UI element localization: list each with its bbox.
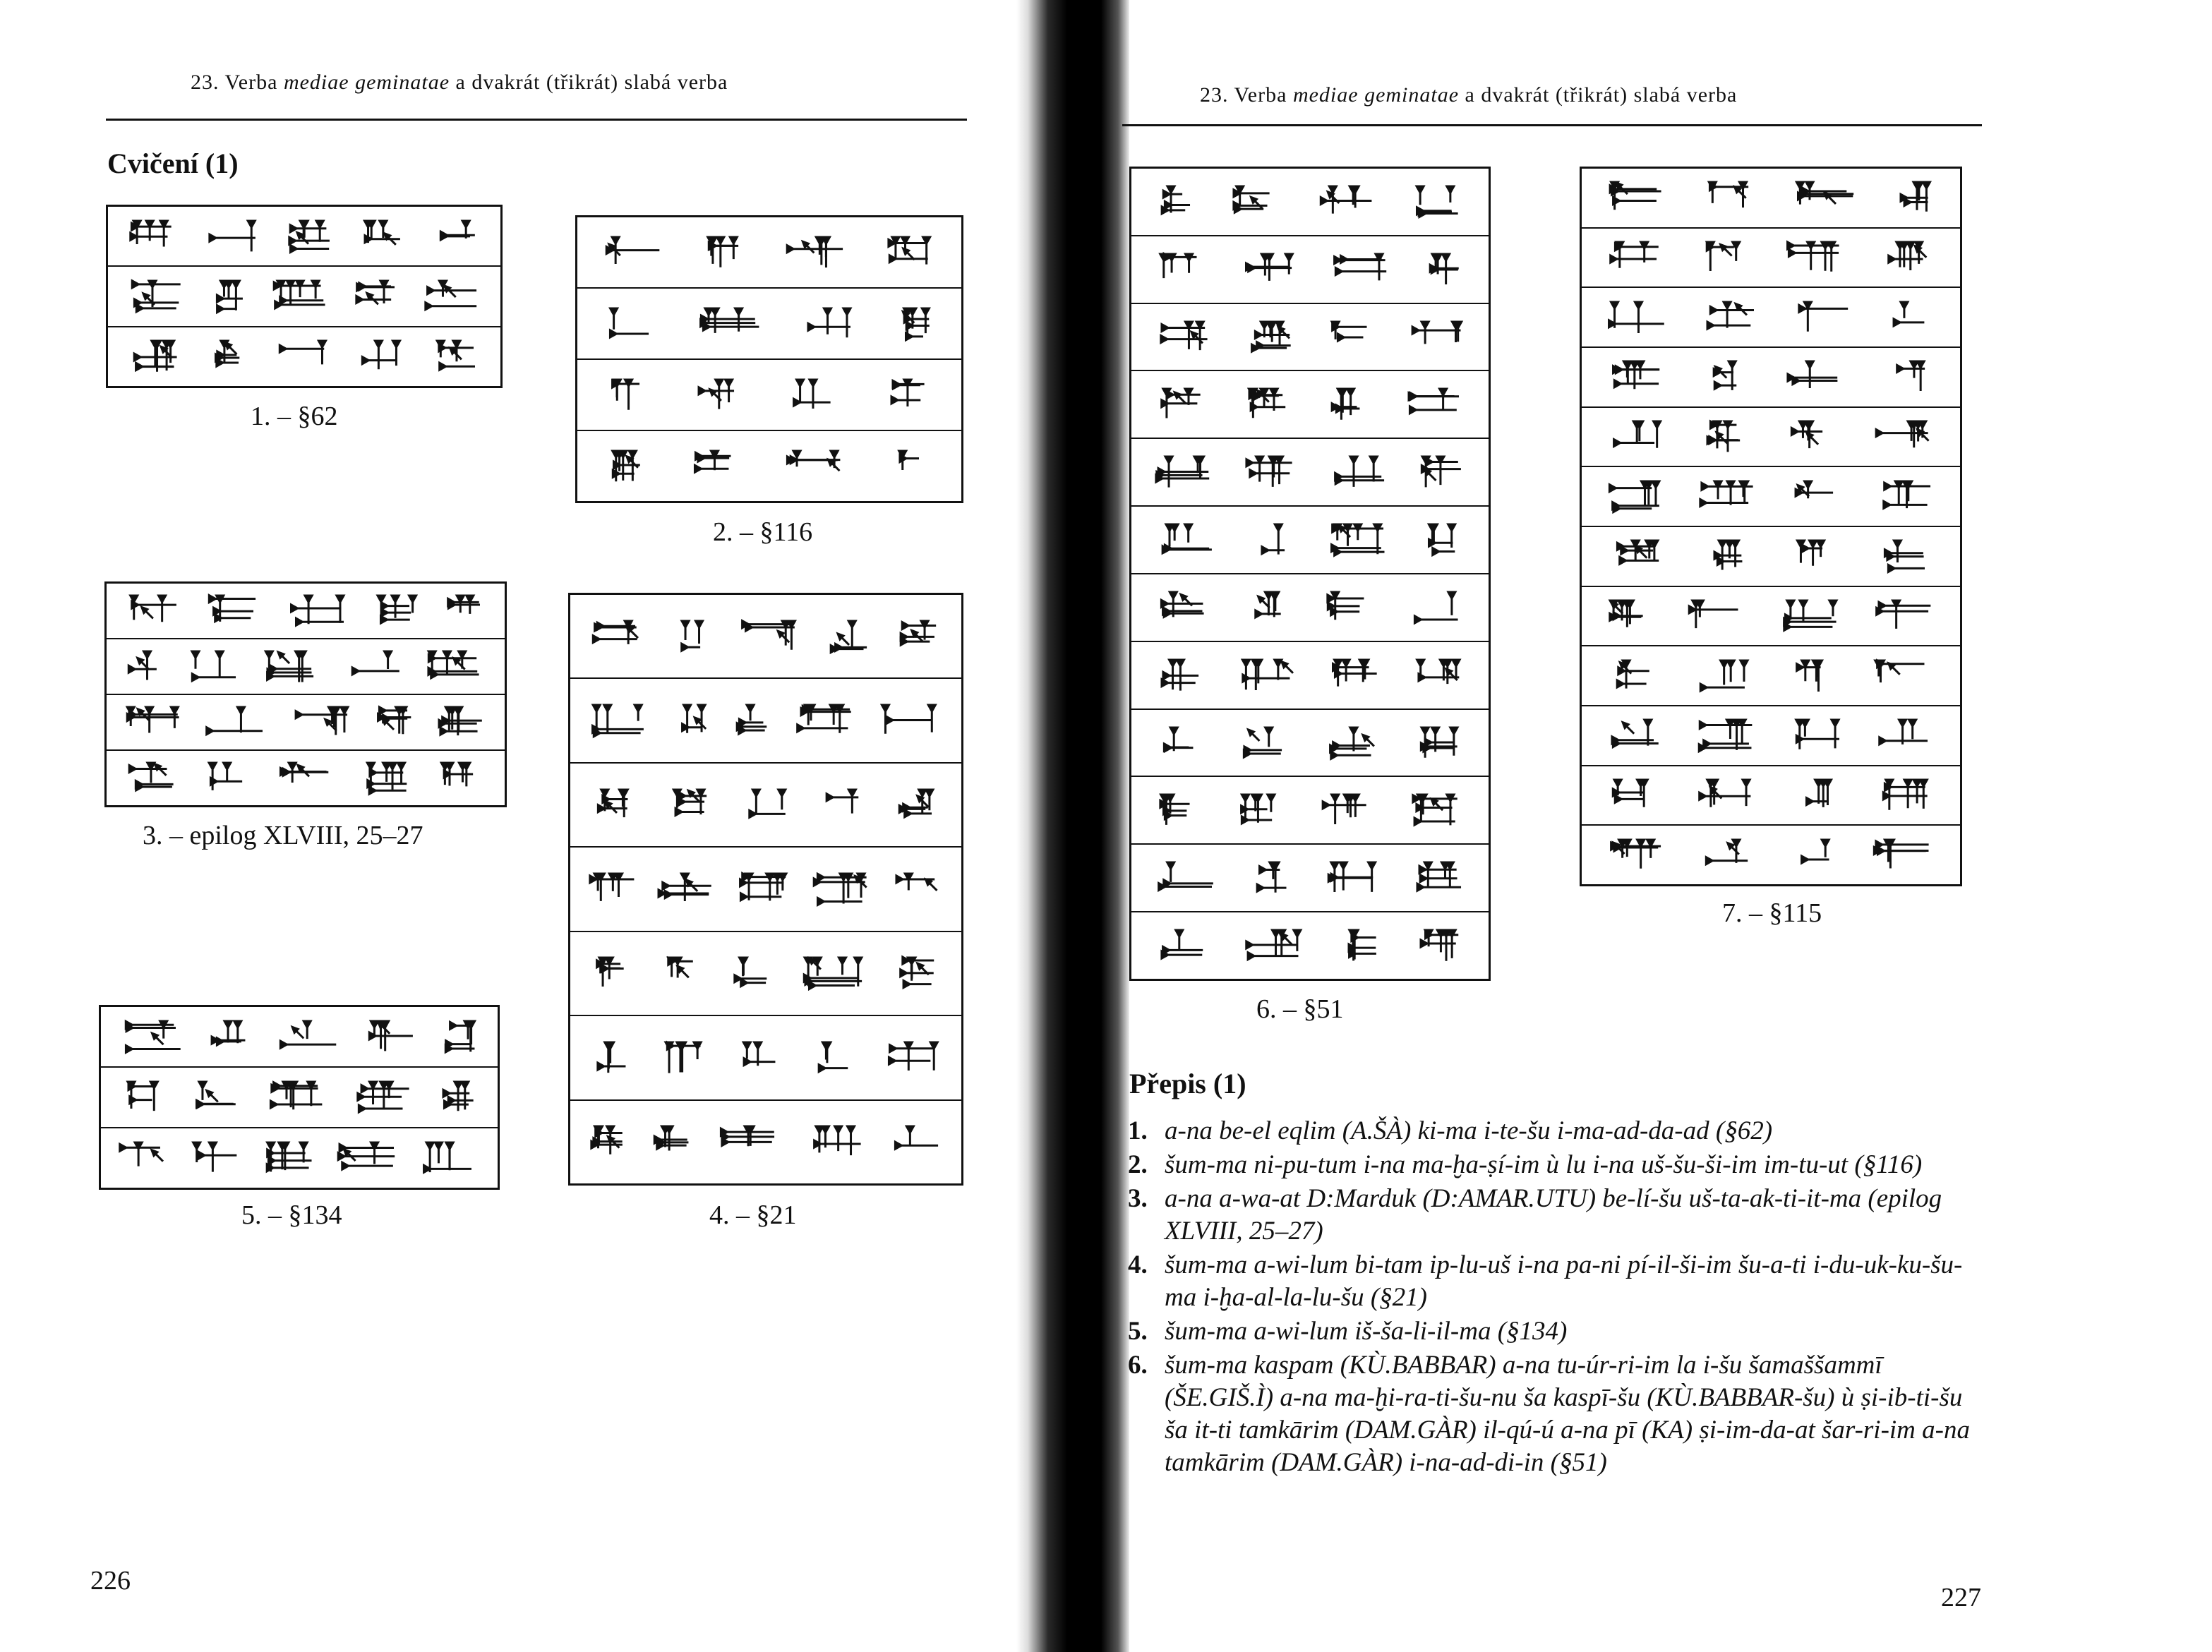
cuneiform-sign bbox=[359, 337, 405, 376]
tablet-5 bbox=[99, 1005, 500, 1190]
tablet-line bbox=[1131, 303, 1489, 370]
tablet-4 bbox=[568, 593, 963, 1186]
cuneiform-sign bbox=[1783, 238, 1844, 277]
cuneiform-sign bbox=[1708, 357, 1743, 397]
cuneiform-sign bbox=[1697, 477, 1756, 517]
cuneiform-sign bbox=[716, 1122, 781, 1162]
cuneiform-sign bbox=[1704, 836, 1759, 875]
cuneiform-sign bbox=[1880, 536, 1929, 576]
tablet-line bbox=[1131, 505, 1489, 573]
tablet-3 bbox=[104, 581, 507, 807]
tablet-line bbox=[1582, 169, 1960, 227]
cuneiform-sign bbox=[1407, 318, 1464, 357]
cuneiform-sign bbox=[806, 1122, 867, 1162]
cuneiform-sign bbox=[803, 953, 865, 993]
cuneiform-sign bbox=[1799, 776, 1835, 815]
cuneiform-sign bbox=[1323, 588, 1369, 627]
cuneiform-sign bbox=[1705, 238, 1743, 277]
cuneiform-sign bbox=[1887, 298, 1935, 337]
running-head bbox=[191, 71, 728, 95]
cuneiform-sign bbox=[1699, 656, 1751, 696]
cuneiform-sign bbox=[1329, 385, 1363, 424]
running-head-italic: mediae geminatae bbox=[1292, 83, 1460, 107]
cuneiform-sign bbox=[1251, 858, 1290, 898]
cuneiform-sign bbox=[1417, 926, 1463, 965]
tablet-line bbox=[107, 638, 505, 694]
cuneiform-sign bbox=[884, 233, 935, 272]
cuneiform-sign bbox=[291, 703, 354, 742]
cuneiform-sign bbox=[1795, 298, 1851, 337]
cuneiform-sign bbox=[784, 447, 848, 486]
running-head-number: 23. bbox=[1200, 83, 1234, 107]
tablet-line bbox=[570, 846, 961, 930]
cuneiform-sign bbox=[1344, 926, 1380, 965]
tablet-line bbox=[108, 326, 500, 386]
item-text: šum-ma a-wi-lum iš-ša-li-il-ma (§134) bbox=[1165, 1317, 1568, 1346]
tablet-line bbox=[1582, 227, 1960, 287]
tablet-line bbox=[1131, 169, 1489, 235]
cuneiform-sign bbox=[1330, 318, 1371, 357]
transliteration-title: Přepis (1) bbox=[1129, 1068, 1246, 1099]
cuneiform-sign bbox=[594, 953, 628, 993]
tablet-line bbox=[1582, 765, 1960, 825]
tablet-line bbox=[107, 749, 505, 805]
cuneiform-sign bbox=[1159, 385, 1206, 424]
cuneiform-sign bbox=[886, 1038, 940, 1078]
cuneiform-sign bbox=[1788, 417, 1829, 457]
cuneiform-sign bbox=[1157, 926, 1207, 965]
cuneiform-sign bbox=[1897, 178, 1933, 217]
cuneiform-sign bbox=[1777, 596, 1839, 636]
cuneiform-sign bbox=[733, 953, 770, 993]
cuneiform-sign bbox=[260, 1138, 315, 1178]
cuneiform-sign bbox=[205, 703, 269, 742]
cuneiform-sign bbox=[1712, 536, 1747, 576]
cuneiform-sign bbox=[128, 217, 178, 256]
list-item bbox=[1128, 1349, 1989, 1479]
cuneiform-sign bbox=[426, 647, 486, 687]
running-head-text: Verba bbox=[1234, 83, 1293, 107]
cuneiform-sign bbox=[440, 1078, 476, 1117]
cuneiform-sign bbox=[1158, 520, 1216, 560]
cuneiform-sign bbox=[1880, 776, 1930, 815]
cuneiform-sign bbox=[657, 869, 716, 909]
cuneiform-sign bbox=[1609, 238, 1664, 277]
cuneiform-sign bbox=[791, 375, 838, 415]
header-rule bbox=[106, 119, 967, 121]
tablet-line bbox=[101, 1007, 498, 1066]
tablet-line bbox=[1582, 586, 1960, 646]
cuneiform-sign bbox=[445, 591, 484, 631]
cuneiform-sign bbox=[603, 233, 666, 272]
cuneiform-sign bbox=[896, 785, 937, 825]
tablet-line bbox=[101, 1066, 498, 1127]
tablet-line bbox=[570, 1099, 961, 1183]
cuneiform-sign bbox=[652, 1122, 692, 1162]
cuneiform-sign bbox=[118, 1138, 170, 1178]
item-text: a-na a-wa-at D:Marduk (D:AMAR.UTU) be-lí-šu uš-ta-ak-ti-it-ma (epilog XLVIII, 25–27) bbox=[1165, 1184, 1942, 1246]
transliteration-list bbox=[1128, 1115, 1989, 1481]
cuneiform-sign bbox=[739, 1038, 786, 1078]
cuneiform-sign bbox=[1324, 858, 1380, 898]
running-head bbox=[1200, 83, 1737, 107]
cuneiform-sign bbox=[589, 1122, 628, 1162]
cuneiform-sign bbox=[356, 1078, 412, 1117]
cuneiform-sign bbox=[1794, 656, 1829, 696]
cuneiform-sign bbox=[205, 217, 260, 256]
tablet-line bbox=[1582, 466, 1960, 526]
item-number: 2. bbox=[1128, 1150, 1148, 1179]
cuneiform-sign bbox=[1158, 182, 1194, 222]
cuneiform-sign bbox=[1244, 926, 1306, 965]
cuneiform-sign bbox=[122, 1078, 162, 1117]
list-item bbox=[1128, 1249, 1989, 1314]
cuneiform-sign bbox=[1155, 858, 1218, 898]
list-item bbox=[1128, 1149, 1989, 1181]
cuneiform-sign bbox=[896, 447, 930, 486]
cuneiform-sign bbox=[1795, 536, 1832, 576]
cuneiform-sign bbox=[374, 591, 419, 631]
cuneiform-sign bbox=[663, 1038, 710, 1078]
cuneiform-sign bbox=[187, 647, 241, 687]
cuneiform-sign bbox=[269, 1078, 327, 1117]
item-text: šum-ma kaspam (KÙ.BABBAR) a-na tu-úr-ri-im la i-šu šamaššammī (ŠE.GIŠ.Ì) a-na ma-ḫi-ra-ti-šu-nu ša kaspī-šu (KÙ.BABBAR-šu) ù ṣi-ib-ti-šu ša it-ti tamkārim (DAM.GÀR) il-qú-ú a-na pī (KA) ṣi-im-da-at šar-ri-im a-na tamkārim (DAM.GÀR) i-na-ad-di-in (§51) bbox=[1165, 1351, 1970, 1477]
cuneiform-sign bbox=[1889, 357, 1932, 397]
cuneiform-sign bbox=[1158, 588, 1212, 627]
tablet-line bbox=[1582, 287, 1960, 346]
cuneiform-sign bbox=[205, 759, 249, 798]
tablet-caption: 4. – §21 bbox=[709, 1200, 797, 1230]
item-number: 5. bbox=[1128, 1317, 1148, 1346]
tablet-line bbox=[570, 595, 961, 677]
cuneiform-sign bbox=[437, 703, 486, 742]
page-number: 227 bbox=[1941, 1583, 1981, 1612]
tablet-line bbox=[1582, 406, 1960, 466]
tablet-line bbox=[570, 762, 961, 846]
cuneiform-sign bbox=[1408, 588, 1462, 627]
cuneiform-sign bbox=[1419, 723, 1461, 763]
cuneiform-sign bbox=[286, 217, 334, 256]
tablet-caption: 6. – §51 bbox=[1256, 994, 1344, 1024]
running-head-text: a dvakrát (třikrát) slabá verba bbox=[1459, 83, 1738, 107]
cuneiform-sign bbox=[609, 375, 647, 415]
cuneiform-sign bbox=[1613, 536, 1664, 576]
cuneiform-sign bbox=[436, 217, 480, 256]
book-gutter bbox=[1016, 0, 1129, 1652]
running-head-italic: mediae geminatae bbox=[283, 71, 450, 94]
cuneiform-sign bbox=[691, 447, 737, 486]
cuneiform-sign bbox=[703, 233, 745, 272]
cuneiform-sign bbox=[1250, 318, 1294, 357]
cuneiform-sign bbox=[1413, 656, 1465, 695]
cuneiform-sign bbox=[591, 1038, 634, 1078]
cuneiform-sign bbox=[190, 1138, 241, 1178]
cuneiform-sign bbox=[1155, 656, 1204, 695]
cuneiform-sign bbox=[1419, 452, 1467, 492]
cuneiform-sign bbox=[1609, 178, 1666, 217]
tablet-line bbox=[108, 207, 500, 265]
cuneiform-sign bbox=[1156, 318, 1215, 357]
cuneiform-sign bbox=[277, 759, 332, 798]
cuneiform-sign bbox=[1885, 238, 1933, 277]
cuneiform-sign bbox=[1870, 417, 1933, 457]
tablet-line bbox=[1131, 843, 1489, 911]
cuneiform-sign bbox=[889, 375, 930, 415]
cuneiform-sign bbox=[587, 869, 637, 909]
cuneiform-sign bbox=[130, 337, 181, 376]
item-number: 1. bbox=[1128, 1116, 1148, 1145]
list-item bbox=[1128, 1115, 1989, 1147]
cuneiform-sign bbox=[1607, 836, 1667, 875]
cuneiform-sign bbox=[1872, 836, 1935, 875]
cuneiform-sign bbox=[1695, 716, 1758, 755]
cuneiform-sign bbox=[1605, 716, 1664, 755]
cuneiform-sign bbox=[1786, 357, 1846, 397]
cuneiform-sign bbox=[418, 1138, 481, 1178]
tablet-line bbox=[577, 217, 961, 287]
cuneiform-sign bbox=[1794, 178, 1858, 217]
cuneiform-sign bbox=[1326, 520, 1388, 560]
cuneiform-sign bbox=[1610, 357, 1665, 397]
cuneiform-sign bbox=[608, 447, 643, 486]
section-title: Cvičení (1) bbox=[107, 147, 239, 179]
cuneiform-sign bbox=[899, 617, 940, 656]
cuneiform-sign bbox=[1403, 385, 1462, 424]
cuneiform-sign bbox=[1158, 790, 1196, 830]
tablet-line bbox=[1131, 573, 1489, 641]
tablet-caption: 5. – §134 bbox=[241, 1200, 342, 1230]
cuneiform-sign bbox=[795, 701, 855, 740]
tablet-7 bbox=[1580, 167, 1962, 886]
cuneiform-sign bbox=[829, 617, 870, 656]
cuneiform-sign bbox=[1237, 656, 1296, 695]
running-head-text: Verba bbox=[224, 71, 284, 94]
item-text: šum-ma ni-pu-tum i-na ma-ḫa-ṣí-im ù lu i-na uš-šu-ši-im im-tu-ut (§116) bbox=[1165, 1150, 1923, 1179]
cuneiform-sign bbox=[191, 1078, 241, 1117]
tablet-line bbox=[1131, 235, 1489, 303]
cuneiform-sign bbox=[897, 953, 938, 993]
cuneiform-sign bbox=[127, 591, 180, 631]
cuneiform-sign bbox=[823, 785, 862, 825]
cuneiform-sign bbox=[1235, 790, 1278, 830]
cuneiform-sign bbox=[344, 647, 403, 687]
cuneiform-sign bbox=[212, 277, 246, 316]
cuneiform-sign bbox=[1153, 452, 1213, 492]
cuneiform-sign bbox=[734, 701, 771, 740]
left-page bbox=[0, 0, 1016, 1652]
cuneiform-sign bbox=[1333, 250, 1392, 289]
cuneiform-sign bbox=[335, 1138, 398, 1178]
cuneiform-sign bbox=[783, 233, 847, 272]
item-number: 6. bbox=[1128, 1351, 1148, 1380]
cuneiform-sign bbox=[591, 617, 645, 656]
cuneiform-sign bbox=[1242, 250, 1295, 289]
cuneiform-sign bbox=[1610, 656, 1657, 696]
tablet-line bbox=[107, 694, 505, 749]
cuneiform-sign bbox=[674, 617, 710, 656]
cuneiform-sign bbox=[1318, 790, 1370, 830]
cuneiform-sign bbox=[1874, 596, 1936, 636]
tablet-line bbox=[1582, 346, 1960, 406]
cuneiform-sign bbox=[1429, 250, 1463, 289]
cuneiform-sign bbox=[671, 785, 711, 825]
cuneiform-sign bbox=[1251, 588, 1285, 627]
cuneiform-sign bbox=[698, 304, 762, 344]
cuneiform-sign bbox=[1791, 716, 1845, 755]
cuneiform-sign bbox=[375, 703, 415, 742]
item-number: 3. bbox=[1128, 1184, 1148, 1213]
tablet-line bbox=[1582, 526, 1960, 586]
item-number: 4. bbox=[1128, 1250, 1148, 1279]
tablet-line bbox=[108, 265, 500, 325]
cuneiform-sign bbox=[354, 277, 397, 316]
cuneiform-sign bbox=[1243, 452, 1301, 492]
cuneiform-sign bbox=[1159, 723, 1200, 763]
cuneiform-sign bbox=[1684, 596, 1743, 636]
cuneiform-sign bbox=[1254, 520, 1289, 560]
tablet-line bbox=[101, 1127, 498, 1188]
tablet-line bbox=[107, 584, 505, 638]
tablet-line bbox=[577, 287, 961, 358]
cuneiform-sign bbox=[890, 869, 944, 909]
cuneiform-sign bbox=[1425, 520, 1462, 560]
tablet-line bbox=[1131, 641, 1489, 709]
cuneiform-sign bbox=[1606, 298, 1668, 337]
running-head-text: a dvakrát (třikrát) slabá verba bbox=[450, 71, 728, 94]
tablet-caption: 7. – §115 bbox=[1722, 898, 1822, 928]
tablet-2 bbox=[575, 215, 963, 503]
tablet-1 bbox=[106, 205, 503, 388]
cuneiform-sign bbox=[1157, 250, 1206, 289]
tablet-line bbox=[1582, 645, 1960, 705]
tablet-line bbox=[570, 931, 961, 1015]
cuneiform-sign bbox=[1409, 790, 1462, 830]
cuneiform-sign bbox=[1790, 477, 1843, 517]
cuneiform-sign bbox=[589, 701, 651, 740]
cuneiform-sign bbox=[1413, 182, 1462, 222]
tablet-line bbox=[1131, 709, 1489, 776]
cuneiform-sign bbox=[263, 647, 322, 687]
tablet-line bbox=[1131, 438, 1489, 505]
list-item bbox=[1128, 1183, 1989, 1248]
cuneiform-sign bbox=[675, 701, 710, 740]
cuneiform-sign bbox=[1414, 858, 1465, 898]
tablet-line bbox=[1582, 705, 1960, 765]
cuneiform-sign bbox=[898, 304, 932, 344]
cuneiform-sign bbox=[806, 304, 854, 344]
header-rule bbox=[1122, 124, 1982, 126]
tablet-line bbox=[577, 358, 961, 430]
tablet-caption: 1. – §62 bbox=[251, 402, 338, 431]
tablet-line bbox=[570, 1015, 961, 1099]
tablet-caption: 3. – epilog XLVIII, 25–27 bbox=[143, 821, 423, 850]
cuneiform-sign bbox=[1704, 298, 1760, 337]
tablet-line bbox=[577, 430, 961, 501]
cuneiform-sign bbox=[1232, 182, 1274, 222]
tablet-line bbox=[570, 677, 961, 761]
cuneiform-sign bbox=[128, 759, 176, 798]
cuneiform-sign bbox=[1331, 452, 1389, 492]
tablet-caption: 2. – §116 bbox=[713, 517, 813, 547]
cuneiform-sign bbox=[1697, 776, 1755, 815]
cuneiform-sign bbox=[275, 337, 330, 376]
cuneiform-sign bbox=[735, 869, 792, 909]
cuneiform-sign bbox=[697, 375, 740, 415]
cuneiform-sign bbox=[288, 591, 347, 631]
item-text: a-na be-el eqlim (A.ŠÀ) ki-ma i-te-šu i-ma-ad-da-ad (§62) bbox=[1165, 1116, 1773, 1145]
cuneiform-sign bbox=[1706, 178, 1755, 217]
cuneiform-sign bbox=[361, 759, 410, 798]
cuneiform-sign bbox=[812, 869, 870, 909]
cuneiform-sign bbox=[210, 337, 246, 376]
cuneiform-sign bbox=[361, 217, 409, 256]
cuneiform-sign bbox=[128, 277, 186, 316]
cuneiform-sign bbox=[879, 701, 942, 740]
page-number: 226 bbox=[90, 1566, 131, 1596]
item-text: šum-ma a-wi-lum bi-tam ip-lu-uš i-na pa-ni pí-il-ši-im šu-a-ti i-du-uk-ku-šu-ma i-ḫa-al-la-lu-šu (§21) bbox=[1165, 1250, 1963, 1312]
cuneiform-sign bbox=[891, 1122, 942, 1162]
cuneiform-sign bbox=[595, 785, 637, 825]
cuneiform-sign bbox=[125, 703, 183, 742]
cuneiform-sign bbox=[1877, 716, 1937, 755]
cuneiform-sign bbox=[1246, 385, 1289, 424]
cuneiform-sign bbox=[1606, 596, 1649, 636]
cuneiform-sign bbox=[439, 759, 483, 798]
cuneiform-sign bbox=[121, 1017, 184, 1056]
tablet-line bbox=[1131, 776, 1489, 843]
cuneiform-sign bbox=[125, 647, 164, 687]
cuneiform-sign bbox=[1606, 477, 1663, 517]
running-head-number: 23. bbox=[191, 71, 225, 94]
cuneiform-sign bbox=[423, 277, 480, 316]
tablet-line bbox=[1582, 824, 1960, 884]
cuneiform-sign bbox=[1242, 723, 1287, 763]
cuneiform-sign bbox=[1611, 776, 1653, 815]
list-item bbox=[1128, 1315, 1989, 1348]
cuneiform-sign bbox=[272, 277, 328, 316]
cuneiform-sign bbox=[1705, 417, 1747, 457]
cuneiform-sign bbox=[739, 617, 800, 656]
cuneiform-sign bbox=[275, 1017, 340, 1056]
cuneiform-sign bbox=[1795, 836, 1835, 875]
cuneiform-sign bbox=[366, 1017, 416, 1056]
cuneiform-sign bbox=[210, 1017, 249, 1056]
cuneiform-sign bbox=[434, 337, 479, 376]
cuneiform-sign bbox=[1871, 656, 1932, 696]
cuneiform-sign bbox=[442, 1017, 478, 1056]
tablet-line bbox=[1131, 370, 1489, 438]
cuneiform-sign bbox=[207, 591, 261, 631]
cuneiform-sign bbox=[1328, 723, 1378, 763]
cuneiform-sign bbox=[606, 304, 654, 344]
cuneiform-sign bbox=[1313, 182, 1375, 222]
cuneiform-sign bbox=[746, 785, 788, 825]
cuneiform-sign bbox=[660, 953, 700, 993]
cuneiform-sign bbox=[1329, 656, 1380, 695]
cuneiform-sign bbox=[1877, 477, 1936, 517]
tablet-line bbox=[1131, 911, 1489, 979]
cuneiform-sign bbox=[1609, 417, 1664, 457]
tablet-6 bbox=[1129, 167, 1491, 981]
cuneiform-sign bbox=[815, 1038, 857, 1078]
